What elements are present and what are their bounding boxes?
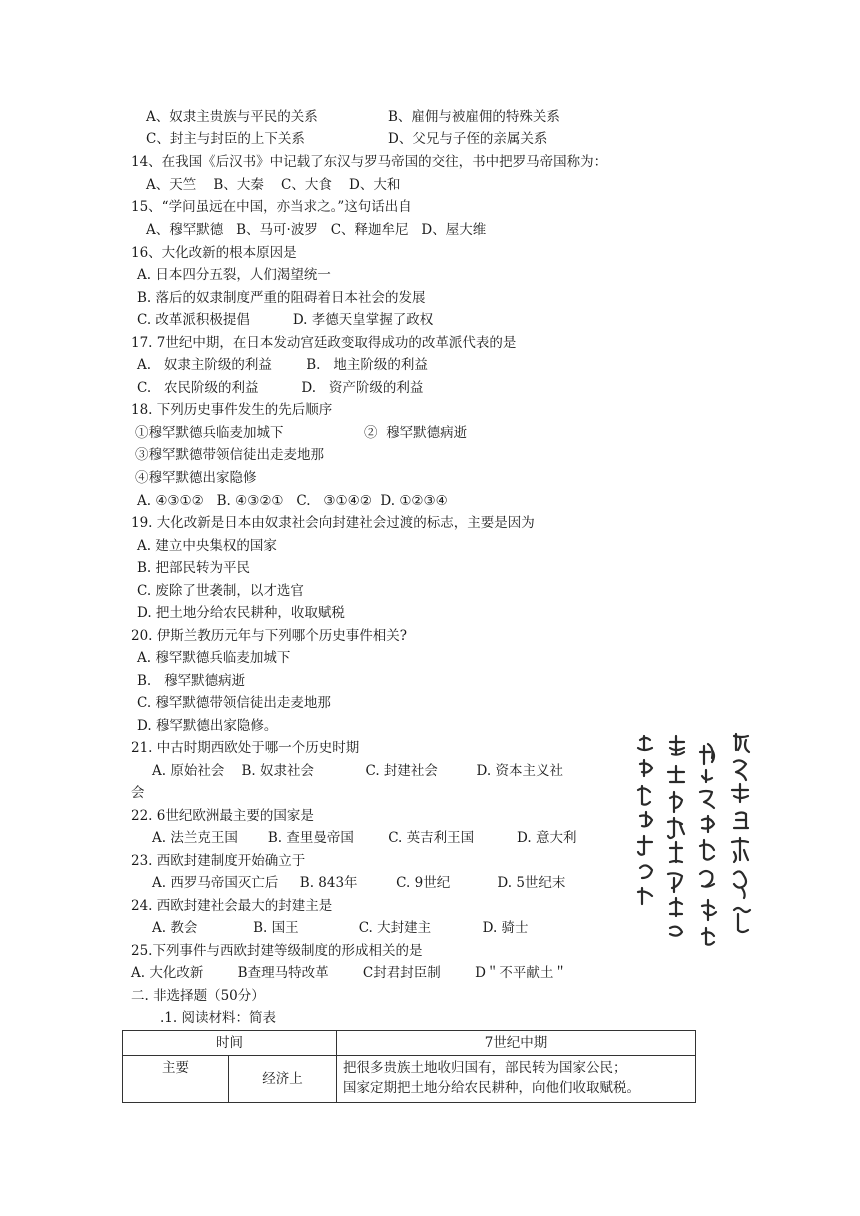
q22-options: A. 法兰克王国 B. 查里曼帝国 C. 英吉利王国 D. 意大利 <box>152 830 577 846</box>
q16-stem: 16、大化改新的根本原因是 <box>131 245 297 261</box>
q13-option-a: A、奴隶主贵族与平民的关系 <box>146 109 318 125</box>
q14-options: A、天竺 B、大秦 C、大食 D、大和 <box>146 177 401 193</box>
q18-event-3: ③穆罕默德带领信徒出走麦地那 <box>135 447 324 463</box>
table-header-time: 时间 <box>123 1031 337 1056</box>
q18-options: A. ④③①② B. ④③②① C. ③①④② D. ①②③④ <box>137 493 448 509</box>
q19-stem: 19. 大化改新是日本由奴隶社会向封建社会过渡的标志，主要是因为 <box>131 515 535 531</box>
calligraphy-image <box>630 728 756 956</box>
calligraphy-drawing <box>630 728 756 956</box>
q23-options: A. 西罗马帝国灭亡后 B. 843年 C. 9世纪 D. 5世纪末 <box>152 875 566 891</box>
q20-option-a: A. 穆罕默德兵临麦加城下 <box>137 650 291 666</box>
table-content-line-1: 把很多贵族土地收归国有，部民转为国家公民； <box>343 1060 627 1076</box>
q17-option-cd: C. 农民阶级的利益 D. 资产阶级的利益 <box>137 380 424 396</box>
q23-stem: 23. 西欧封建制度开始确立于 <box>131 853 306 869</box>
section-2-q1-intro: .1. 阅读材料：简表 <box>160 1010 276 1026</box>
table-row <box>123 1056 696 1103</box>
q18-event-4: ④穆罕默德出家隐修 <box>135 470 257 486</box>
table-header-row <box>123 1031 696 1056</box>
q19-option-d: D. 把土地分给农民耕种，收取赋税 <box>137 605 345 621</box>
q15-options: A、穆罕默德 B、马可·波罗 C、释迦牟尼 D、屋大维 <box>146 222 487 238</box>
q18-stem: 18. 下列历史事件发生的先后顺序 <box>131 402 333 418</box>
q21-options-tail: 会 <box>131 785 145 801</box>
q19-option-c: C. 废除了世袭制，以才选官 <box>137 583 304 599</box>
q18-event-1: ①穆罕默德兵临麦加城下 <box>135 425 284 441</box>
q15-stem: 15、“学问虽远在中国，亦当求之。”这句话出自 <box>131 199 412 215</box>
q20-option-c: C. 穆罕默德带领信徒出走麦地那 <box>137 695 331 711</box>
q19-option-a: A. 建立中央集权的国家 <box>137 538 277 554</box>
q16-option-a: A. 日本四分五裂，人们渴望统一 <box>137 267 331 283</box>
q17-stem: 17. 7世纪中期，在日本发动宫廷政变取得成功的改革派代表的是 <box>131 335 517 351</box>
q24-options: A. 教会 B. 国王 C. 大封建主 D. 骑士 <box>152 920 529 936</box>
q20-option-d: D. 穆罕默德出家隐修。 <box>137 718 278 734</box>
q20-stem: 20. 伊斯兰教历元年与下列哪个历史事件相关? <box>131 628 407 644</box>
table-row-content <box>337 1056 696 1103</box>
q13-option-c: C、封主与封臣的上下关系 <box>146 131 305 147</box>
q14-stem: 14、在我国《后汉书》中记载了东汉与罗马帝国的交往，书中把罗马帝国称为： <box>131 154 608 170</box>
q16-option-cd: C. 改革派积极提倡 D. 孝德天皇掌握了政权 <box>137 312 434 328</box>
table-row-sublabel: 经济上 <box>229 1056 337 1103</box>
q13-option-b: B、雇佣与被雇佣的特殊关系 <box>388 109 560 125</box>
q19-option-b: B. 把部民转为平民 <box>137 560 251 576</box>
q21-options: A. 原始社会 B. 奴隶社会 C. 封建社会 D. 资本主义社 <box>152 763 563 779</box>
table-content-line-2: 国家定期把土地分给农民耕种，向他们收取赋税。 <box>343 1080 640 1096</box>
section-2-heading: 二. 非选择题（50分） <box>131 988 265 1004</box>
q25-options: A. 大化改新 B查理马特改革 C封君封臣制 D＂不平献土＂ <box>131 965 567 981</box>
q24-stem: 24. 西欧封建社会最大的封建主是 <box>131 898 333 914</box>
summary-table <box>122 1030 696 1103</box>
q25-stem: 25.下列事件与西欧封建等级制度的形成相关的是 <box>131 943 423 959</box>
q21-stem: 21. 中古时期西欧处于哪一个历史时期 <box>131 740 360 756</box>
table-header-period: 7世纪中期 <box>337 1031 696 1056</box>
q18-event-2: ② 穆罕默德病逝 <box>364 425 468 441</box>
q22-stem: 22. 6世纪欧洲最主要的国家是 <box>131 808 314 824</box>
q17-option-ab: A. 奴隶主阶级的利益 B. 地主阶级的利益 <box>137 357 428 373</box>
table-row-label: 主要 <box>123 1056 229 1103</box>
q16-option-b: B. 落后的奴隶制度严重的阻碍着日本社会的发展 <box>137 290 426 306</box>
q13-option-d: D、父兄与子侄的亲属关系 <box>388 131 548 147</box>
q20-option-b: B. 穆罕默德病逝 <box>137 673 246 689</box>
